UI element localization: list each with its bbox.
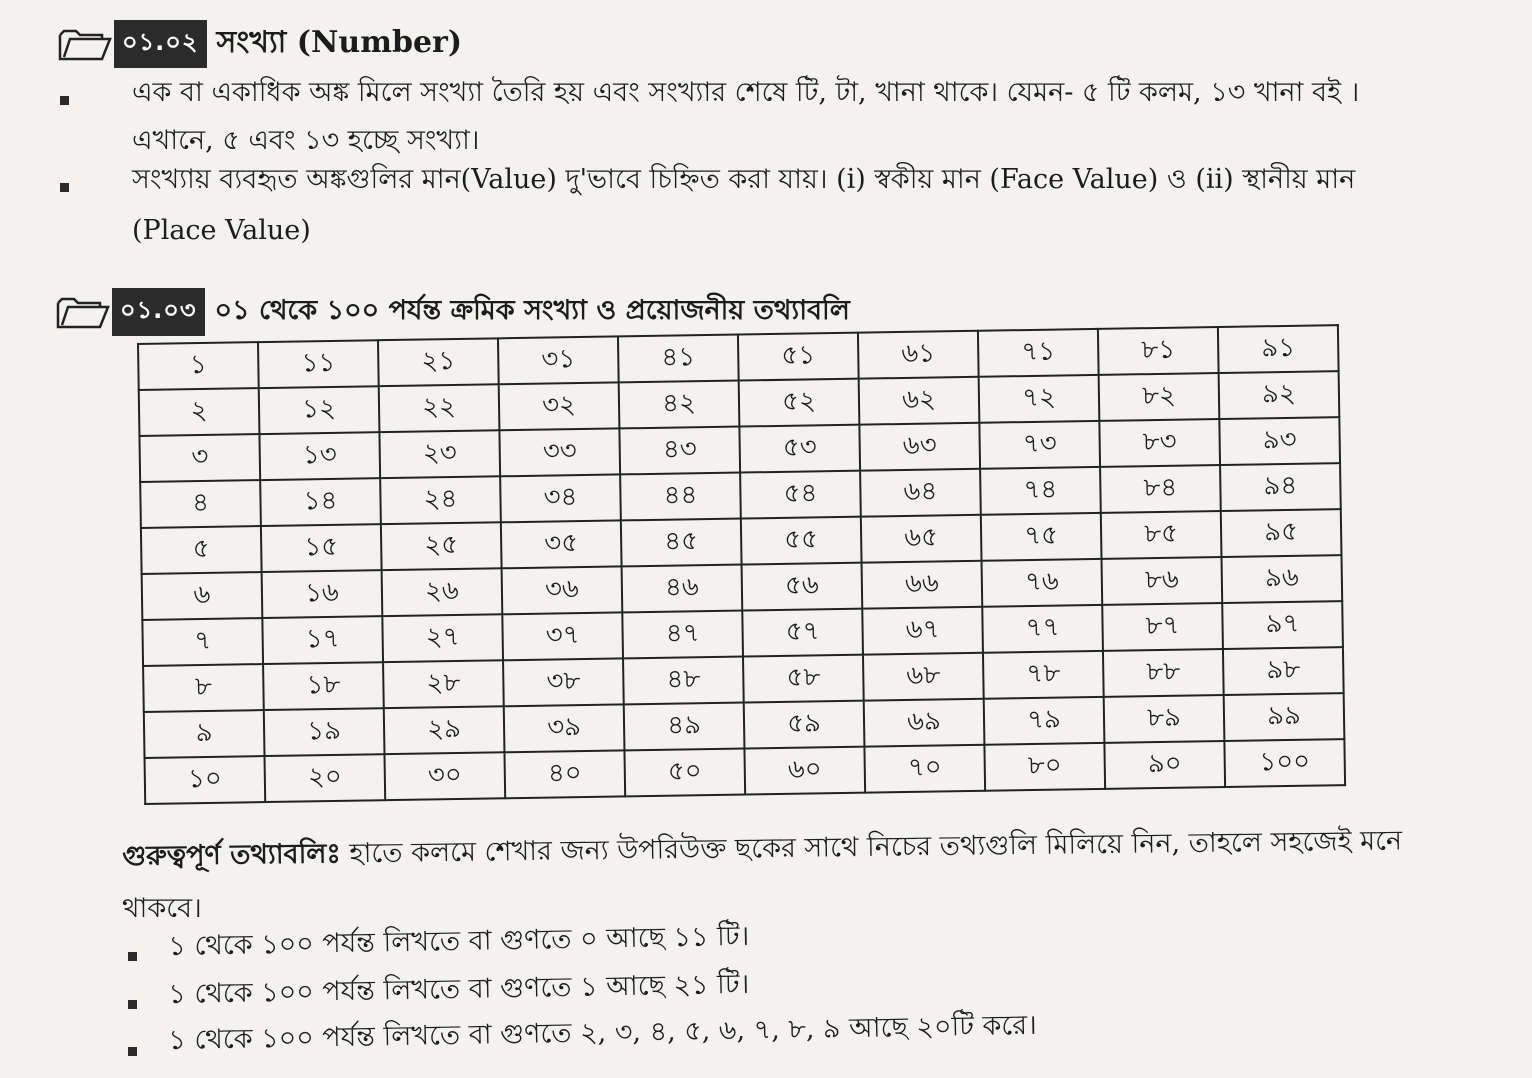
section-number: ০১.০৩ <box>112 288 205 336</box>
table-cell: ৬০ <box>744 747 865 795</box>
table-cell: ৫২ <box>739 379 860 427</box>
table-cell: ৯৫ <box>1221 509 1342 557</box>
table-cell: ৩০ <box>384 752 505 800</box>
table-cell: ৪৫ <box>621 519 742 567</box>
table-cell: ১২ <box>259 386 380 434</box>
table-cell: ৫৪ <box>740 471 861 519</box>
table-cell: ৮৪ <box>1100 465 1221 513</box>
table-cell: ২০ <box>265 754 386 802</box>
section-heading-sequence <box>56 288 850 336</box>
table-cell: ৪০ <box>504 750 625 798</box>
folder-icon <box>56 295 110 329</box>
table-cell: ৭২ <box>979 375 1100 423</box>
table-cell: ৯ <box>144 710 265 758</box>
table-cell: ৯৮ <box>1223 647 1344 695</box>
table-cell: ৭৮ <box>983 651 1104 699</box>
table-cell: ৬৯ <box>864 699 985 747</box>
table-cell: ৮৫ <box>1101 511 1222 559</box>
table-cell: ১৮ <box>263 662 384 710</box>
table-cell: ১ <box>138 342 259 390</box>
table-cell: ৫ <box>141 526 262 574</box>
table-cell: ৫৯ <box>744 701 865 749</box>
table-cell: ৩৩ <box>499 428 620 476</box>
table-cell: ১০ <box>145 756 266 804</box>
fact-item: ১ থেকে ১০০ পর্যন্ত লিখতে বা গুণতে ১ আছে ২১ টি। <box>168 968 750 1010</box>
table-cell: ৫৭ <box>742 609 863 657</box>
table-cell: ১৩ <box>259 432 380 480</box>
table-cell: ২২ <box>379 384 500 432</box>
table-cell: ৫৬ <box>742 563 863 611</box>
table-cell: ১৫ <box>261 524 382 572</box>
bullet-text-line: এক বা একাধিক অঙ্ক মিলে সংখ্যা তৈরি হয় এবং সংখ্যার শেষে টি, টা, খানা থাকে। যেমন- ৫ টি কলম, ১৩ খানা বই । <box>132 77 1360 108</box>
table-cell: ৮ <box>143 664 264 712</box>
table-cell: ১১ <box>258 340 379 388</box>
number-table-1-100 <box>137 324 1346 805</box>
table-cell: ৬ <box>142 572 263 620</box>
table-cell: ৮২ <box>1099 373 1220 421</box>
table-cell: ৮৭ <box>1102 603 1223 651</box>
table-cell: ২৫ <box>381 522 502 570</box>
table-cell: ৯৩ <box>1219 417 1340 465</box>
table-cell: ২৬ <box>382 568 503 616</box>
table-cell: ৯৪ <box>1220 463 1341 511</box>
table-cell: ৫১ <box>738 333 859 381</box>
table-cell: ৭৬ <box>982 559 1103 607</box>
table-cell: ৭১ <box>978 329 1099 377</box>
table-cell: ৪৬ <box>622 565 743 613</box>
bullet-text-line: এখানে, ৫ এবং ১৩ হচ্ছে সংখ্যা। <box>132 125 480 156</box>
table-cell: ২ <box>139 388 260 436</box>
table-cell: ৭৯ <box>984 697 1105 745</box>
table-cell: ৮৮ <box>1103 649 1224 697</box>
table-cell: ৯৭ <box>1222 601 1343 649</box>
bullet-marker <box>128 1000 137 1009</box>
bullet-marker <box>60 183 69 192</box>
table-cell: ৯৬ <box>1221 555 1342 603</box>
table-cell: ৫৫ <box>741 517 862 565</box>
table-cell: ৪৩ <box>619 427 740 475</box>
section-title: ০১ থেকে ১০০ পর্যন্ত ক্রমিক সংখ্যা ও প্রয়োজনীয় তথ্যাবলি <box>214 294 850 326</box>
table-cell: ১৯ <box>264 708 385 756</box>
table-cell: ২১ <box>378 338 499 386</box>
bullet-marker <box>128 1047 137 1056</box>
table-cell: ৭ <box>142 618 263 666</box>
table-cell: ২৮ <box>383 660 504 708</box>
bullet-marker <box>60 96 69 105</box>
fact-item: ১ থেকে ১০০ পর্যন্ত লিখতে বা গুণতে ২, ৩, ৪, ৫, ৬, ৭, ৮, ৯ আছে ২০টি করে। <box>168 1009 1038 1056</box>
table-cell: ৩ <box>139 434 260 482</box>
folder-icon <box>58 27 112 61</box>
table-cell: ৪২ <box>619 381 740 429</box>
table-cell: ৩৫ <box>501 520 622 568</box>
table-cell: ৭৩ <box>979 421 1100 469</box>
table-cell: ৪৪ <box>620 473 741 521</box>
table-cell: ৯০ <box>1104 741 1225 789</box>
table-cell: ৪১ <box>618 335 739 383</box>
table-cell: ৬৬ <box>862 561 983 609</box>
table-cell: ৩১ <box>498 336 619 384</box>
bullet-text-line: (Place Value) <box>132 215 311 246</box>
section-heading-number <box>58 18 462 69</box>
section-title: সংখ্যা (Number) <box>216 25 463 60</box>
table-cell: ৩৭ <box>502 612 623 660</box>
table-cell: ৮০ <box>984 743 1105 791</box>
table-cell: ৩২ <box>499 382 620 430</box>
table-cell: ৩৯ <box>504 704 625 752</box>
table-cell: ৯১ <box>1218 325 1339 373</box>
important-text: হাতে কলমে শেখার জন্য উপরিউক্ত ছকের সাথে নিচের তথ্যগুলি মিলিয়ে নিন, তাহলে সহজেই মনে <box>349 825 1403 870</box>
table-cell: ১৭ <box>262 616 383 664</box>
table-cell: ৭৭ <box>982 605 1103 653</box>
table-cell: ৯২ <box>1219 371 1340 419</box>
bullet-marker <box>128 952 137 961</box>
table-cell: ৫৩ <box>739 425 860 473</box>
table-cell: ৮১ <box>1098 327 1219 375</box>
table-cell: ৬২ <box>859 377 980 425</box>
table-cell: ৮৩ <box>1099 419 1220 467</box>
table-cell: ৭৪ <box>980 467 1101 515</box>
table-cell: ২৯ <box>384 706 505 754</box>
table-cell: ৩৮ <box>503 658 624 706</box>
table-cell: ৬৫ <box>861 515 982 563</box>
table-cell: ৫৮ <box>743 655 864 703</box>
fact-item: ১ থেকে ১০০ পর্যন্ত লিখতে বা গুণতে ০ আছে ১১ টি। <box>168 920 750 962</box>
table-cell: ৩৪ <box>500 474 621 522</box>
table-cell: ১৪ <box>260 478 381 526</box>
table-cell: ৫০ <box>624 749 745 797</box>
table-cell: ৭০ <box>864 745 985 793</box>
table-cell: ৯৯ <box>1224 693 1345 741</box>
table-cell: ২৪ <box>380 476 501 524</box>
table-cell: ৮৬ <box>1102 557 1223 605</box>
table-cell: ৬৪ <box>860 469 981 517</box>
table-cell: ৪৯ <box>624 703 745 751</box>
important-label: গুরুত্বপূর্ণ তথ্যাবলিঃ <box>122 838 342 872</box>
table-cell: ৬৩ <box>859 423 980 471</box>
table-cell: ৩৬ <box>502 566 623 614</box>
table-cell: ৪৭ <box>622 611 743 659</box>
table-cell: ৬৭ <box>862 607 983 655</box>
bullet-text-line: সংখ্যায় ব্যবহৃত অঙ্কগুলির মান(Value) দু'ভাবে চিহ্নিত করা যায়। (i) স্বকীয় মান (Face Value) ও (ii) স্থানীয় মান <box>132 164 1356 195</box>
table-cell: ৭৫ <box>981 513 1102 561</box>
table-cell: ২৭ <box>382 614 503 662</box>
table-cell: ৪ <box>140 480 261 528</box>
table-cell: ১০০ <box>1224 739 1345 787</box>
table-cell: ৪৮ <box>623 657 744 705</box>
table-cell: ৮৯ <box>1104 695 1225 743</box>
table-cell: ১৬ <box>262 570 383 618</box>
section-number: ০১.০২ <box>114 20 207 68</box>
table-cell: ৬১ <box>858 331 979 379</box>
table-cell: ২৩ <box>379 430 500 478</box>
table-cell: ৬৮ <box>863 653 984 701</box>
important-info <box>122 820 1402 881</box>
important-text-continued: থাকবে। <box>122 893 202 924</box>
